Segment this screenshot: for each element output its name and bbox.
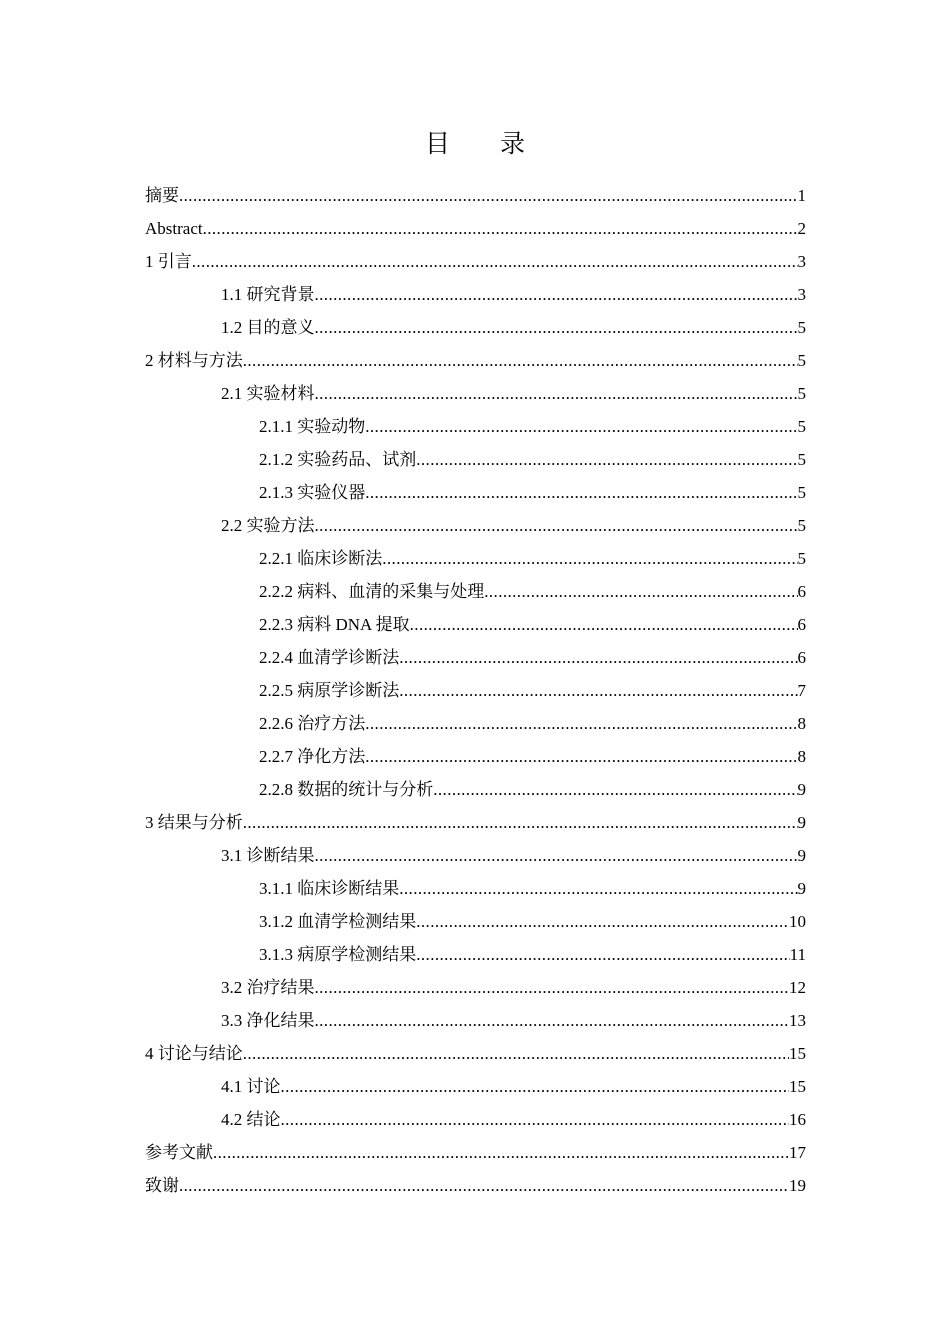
toc-dot-leader: [315, 971, 790, 1004]
toc-dot-leader: [365, 410, 797, 443]
toc-entry[interactable]: [145, 212, 806, 245]
toc-dot-leader: [399, 674, 797, 707]
toc-title-char-1: 目: [424, 131, 450, 158]
toc-entry[interactable]: [145, 1103, 806, 1136]
toc-entry-page-number: 3: [797, 252, 806, 271]
toc-entry-page-number: 10: [789, 912, 806, 931]
toc-entry-label: 2.2.5 病原学诊断法: [259, 681, 400, 700]
toc-entry-page-number: 15: [789, 1077, 806, 1096]
toc-entry-label: 2.2.4 血清学诊断法: [259, 648, 400, 667]
toc-dot-leader: [433, 773, 797, 806]
toc-dot-leader: [399, 872, 797, 905]
toc-entry[interactable]: [145, 740, 806, 773]
toc-entry-label: 2.1.3 实验仪器: [259, 483, 366, 502]
toc-entry-label: 参考文献: [145, 1143, 213, 1162]
toc-dot-leader: [315, 839, 798, 872]
toc-entry[interactable]: [145, 1136, 806, 1169]
toc-dot-leader: [315, 377, 798, 410]
toc-entry-label: 4.2 结论: [221, 1110, 281, 1129]
toc-entry[interactable]: [145, 938, 806, 971]
toc-entry[interactable]: [145, 509, 806, 542]
toc-entry-page-number: 1: [797, 186, 806, 205]
toc-entry-label: 3.3 净化结果: [221, 1011, 315, 1030]
toc-entry[interactable]: [145, 1004, 806, 1037]
toc-entry-page-number: 13: [789, 1011, 806, 1030]
toc-entry-page-number: 9: [797, 846, 806, 865]
toc-dot-leader: [281, 1103, 790, 1136]
toc-entry-page-number: 17: [789, 1143, 806, 1162]
toc-entry-page-number: 8: [797, 714, 806, 733]
toc-entry-label: 3.1.2 血清学检测结果: [259, 912, 417, 931]
toc-entry-page-number: 5: [797, 351, 806, 370]
toc-entry-label: 摘要: [145, 186, 179, 205]
toc-entry[interactable]: [145, 377, 806, 410]
toc-entry-label: 2.2.8 数据的统计与分析: [259, 780, 434, 799]
toc-entry[interactable]: [145, 773, 806, 806]
toc-entry-page-number: 5: [797, 318, 806, 337]
toc-entry-page-number: 5: [797, 417, 806, 436]
toc-dot-leader: [365, 707, 797, 740]
toc-dot-leader: [315, 278, 798, 311]
toc-entry-label: 3.2 治疗结果: [221, 978, 315, 997]
toc-entry[interactable]: [145, 575, 806, 608]
toc-entry[interactable]: [145, 278, 806, 311]
toc-entry-label: 1.2 目的意义: [221, 318, 315, 337]
toc-entry-page-number: 3: [797, 285, 806, 304]
toc-list: [145, 179, 806, 1202]
toc-dot-leader: [315, 509, 798, 542]
toc-entry-label: 2.2.7 净化方法: [259, 747, 366, 766]
toc-entry[interactable]: [145, 806, 806, 839]
toc-entry[interactable]: [145, 443, 806, 476]
toc-entry-label: 2.2.3 病料 DNA 提取: [259, 615, 410, 634]
toc-dot-leader: [365, 476, 797, 509]
toc-entry-label: 1 引言: [145, 252, 192, 271]
toc-entry[interactable]: [145, 344, 806, 377]
toc-entry[interactable]: [145, 872, 806, 905]
toc-entry-page-number: 6: [797, 615, 806, 634]
toc-entry-page-number: 6: [797, 582, 806, 601]
toc-dot-leader: [410, 608, 798, 641]
toc-entry-page-number: 5: [797, 549, 806, 568]
toc-entry-label: 4.1 讨论: [221, 1077, 281, 1096]
toc-dot-leader: [382, 542, 797, 575]
toc-entry[interactable]: [145, 641, 806, 674]
toc-entry-page-number: 12: [789, 978, 806, 997]
toc-entry-label: 1.1 研究背景: [221, 285, 315, 304]
toc-entry-label: 2.1 实验材料: [221, 384, 315, 403]
toc-dot-leader: [179, 179, 798, 212]
toc-entry-page-number: 2: [797, 219, 806, 238]
toc-entry-label: 2.1.1 实验动物: [259, 417, 366, 436]
toc-entry[interactable]: [145, 674, 806, 707]
toc-entry-page-number: 5: [797, 483, 806, 502]
toc-dot-leader: [484, 575, 797, 608]
toc-dot-leader: [315, 311, 798, 344]
toc-dot-leader: [243, 344, 798, 377]
toc-dot-leader: [192, 245, 798, 278]
toc-dot-leader: [281, 1070, 790, 1103]
toc-entry-label: Abstract: [145, 219, 203, 238]
toc-entry[interactable]: [145, 542, 806, 575]
toc-entry-label: 3.1.1 临床诊断结果: [259, 879, 400, 898]
toc-dot-leader: [203, 212, 798, 245]
toc-entry-label: 3.1 诊断结果: [221, 846, 315, 865]
toc-title: [0, 124, 950, 160]
toc-entry-label: 2.2 实验方法: [221, 516, 315, 535]
toc-entry[interactable]: [145, 1037, 806, 1070]
toc-title-char-2: 录: [500, 131, 526, 158]
toc-entry[interactable]: [145, 905, 806, 938]
toc-entry-page-number: 9: [797, 879, 806, 898]
toc-entry-label: 2 材料与方法: [145, 351, 243, 370]
toc-entry[interactable]: [145, 476, 806, 509]
toc-dot-leader: [416, 905, 789, 938]
toc-entry[interactable]: [145, 245, 806, 278]
toc-entry[interactable]: [145, 410, 806, 443]
toc-entry-page-number: 19: [789, 1176, 806, 1195]
toc-dot-leader: [179, 1169, 789, 1202]
toc-entry[interactable]: [145, 311, 806, 344]
toc-entry-page-number: 5: [797, 384, 806, 403]
toc-entry[interactable]: [145, 971, 806, 1004]
toc-dot-leader: [416, 938, 789, 971]
toc-dot-leader: [416, 443, 797, 476]
toc-dot-leader: [315, 1004, 790, 1037]
toc-entry-label: 2.2.2 病料、血清的采集与处理: [259, 582, 485, 601]
toc-entry[interactable]: [145, 1070, 806, 1103]
toc-entry[interactable]: [145, 839, 806, 872]
toc-entry-page-number: 8: [797, 747, 806, 766]
toc-entry-page-number: 15: [789, 1044, 806, 1063]
toc-entry-label: 4 讨论与结论: [145, 1044, 243, 1063]
toc-entry-page-number: 9: [797, 813, 806, 832]
toc-entry-label: 致谢: [145, 1176, 179, 1195]
toc-entry-page-number: 5: [797, 450, 806, 469]
toc-dot-leader: [365, 740, 797, 773]
toc-entry-page-number: 16: [789, 1110, 806, 1129]
toc-dot-leader: [399, 641, 797, 674]
toc-entry-label: 2.2.6 治疗方法: [259, 714, 366, 733]
toc-entry[interactable]: [145, 1169, 806, 1202]
toc-dot-leader: [213, 1136, 789, 1169]
toc-entry-label: 3 结果与分析: [145, 813, 243, 832]
toc-entry-page-number: 6: [797, 648, 806, 667]
toc-entry[interactable]: [145, 608, 806, 641]
toc-entry-label: 2.1.2 实验药品、试剂: [259, 450, 417, 469]
toc-entry-page-number: 9: [797, 780, 806, 799]
toc-dot-leader: [243, 806, 798, 839]
toc-dot-leader: [243, 1037, 789, 1070]
toc-entry[interactable]: [145, 707, 806, 740]
toc-entry-label: 2.2.1 临床诊断法: [259, 549, 383, 568]
toc-entry-page-number: 11: [789, 945, 806, 964]
toc-entry-page-number: 5: [797, 516, 806, 535]
toc-entry-label: 3.1.3 病原学检测结果: [259, 945, 417, 964]
toc-entry-page-number: 7: [797, 681, 806, 700]
toc-entry[interactable]: [145, 179, 806, 212]
